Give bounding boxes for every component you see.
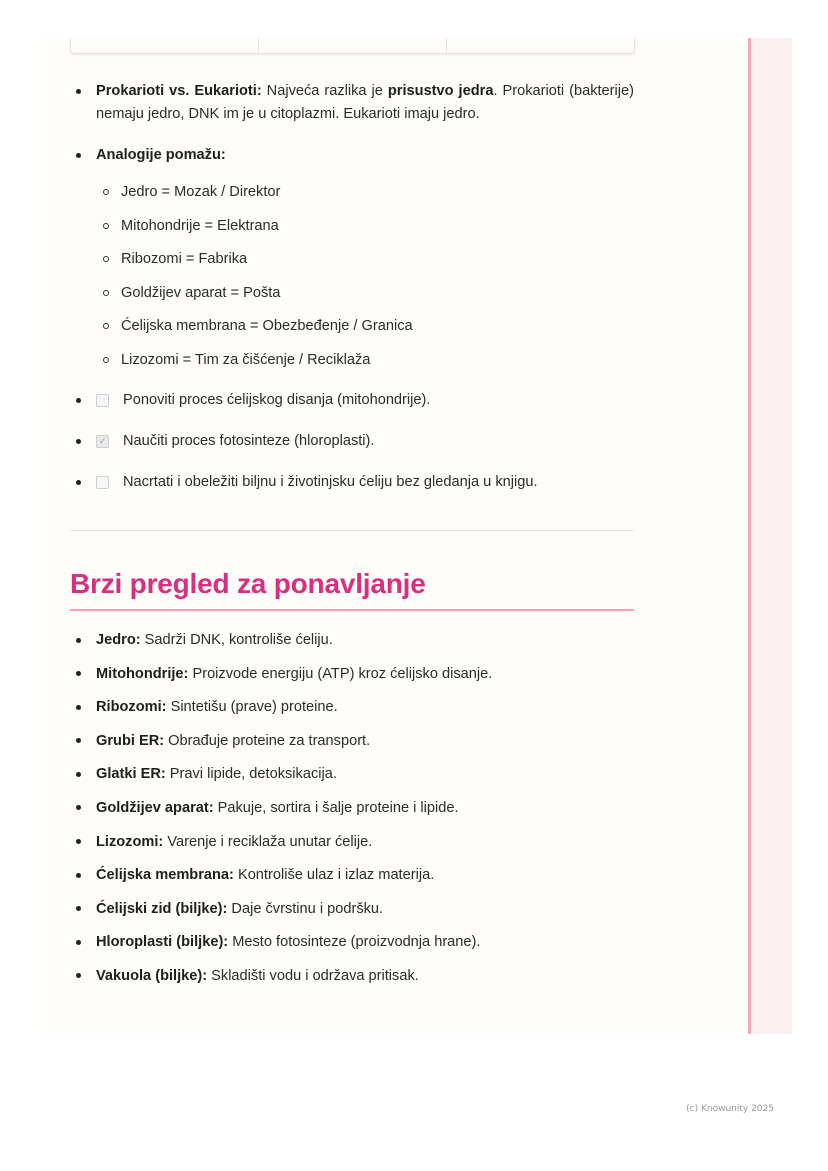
task-checkbox[interactable] xyxy=(96,476,109,489)
sub-list-item: Ćelijska membrana = Obezbeđenje / Granica xyxy=(96,315,634,337)
review-section xyxy=(70,629,634,999)
review-desc: Pakuje, sortira i šalje proteine i lipide. xyxy=(213,799,459,816)
check-icon: ✓ xyxy=(98,435,107,446)
review-item xyxy=(70,696,634,718)
task-text: Naučiti proces fotosinteze (hloroplasti). xyxy=(123,432,375,449)
item-text: . Prokarioti (bakterije) nemaju jedro, DNK im je u citoplazmi. Eukarioti imaju jedro. xyxy=(96,83,634,122)
sub-list-item: Ribozomi = Fabrika xyxy=(96,248,634,270)
sub-list-item: Mitohondrije = Elektrana xyxy=(96,215,634,237)
review-desc: Sintetišu (prave) proteine. xyxy=(166,699,338,716)
review-term: Lizozomi: xyxy=(96,833,164,850)
task-item xyxy=(70,471,634,494)
review-item xyxy=(70,730,634,752)
task-checkbox-checked[interactable] xyxy=(96,435,109,448)
review-term: Ribozomi: xyxy=(96,699,167,716)
task-item xyxy=(70,389,634,412)
review-term: Hloroplasti (biljke): xyxy=(96,934,229,951)
sub-list-item: Jedro = Mozak / Direktor xyxy=(96,181,634,203)
margin-line xyxy=(748,38,751,1034)
notes-content xyxy=(70,80,634,512)
item-label: Prokarioti vs. Eukarioti: xyxy=(96,83,262,99)
task-text: Nacrtati i obeležiti biljnu i životinjsku ćeliju bez gledanja u knjigu. xyxy=(123,473,538,490)
review-item xyxy=(70,797,634,819)
review-item xyxy=(70,965,634,987)
review-item xyxy=(70,663,634,685)
review-term: Goldžijev aparat: xyxy=(96,799,214,816)
table-cell xyxy=(71,38,259,53)
list-item-analogije xyxy=(70,144,634,371)
review-item xyxy=(70,931,634,953)
notes-list xyxy=(70,80,634,494)
analogy-sublist xyxy=(96,181,634,371)
review-term: Vakuola (biljke): xyxy=(96,967,208,984)
title-underline xyxy=(70,609,634,611)
margin-strip xyxy=(748,38,792,1034)
task-item xyxy=(70,430,634,453)
review-desc: Obrađuje proteine za transport. xyxy=(164,732,371,749)
task-row xyxy=(96,430,634,453)
review-item xyxy=(70,831,634,853)
review-term: Ćelijski zid (biljke): xyxy=(96,900,228,917)
review-item xyxy=(70,864,634,886)
section-title: Brzi pregled za ponavljanje xyxy=(70,568,426,599)
item-emphasis: prisustvo jedra xyxy=(387,83,494,99)
review-desc: Proizvode energiju (ATP) kroz ćelijsko disanje. xyxy=(188,665,493,682)
table-cell xyxy=(259,38,447,53)
review-term: Mitohondrije: xyxy=(96,665,189,682)
section-divider xyxy=(70,530,634,531)
review-list xyxy=(70,629,634,987)
table-fragment xyxy=(70,38,635,54)
task-text: Ponoviti proces ćelijskog disanja (mitohondrije). xyxy=(123,391,431,408)
review-term: Jedro: xyxy=(96,632,141,648)
review-desc: Skladišti vodu i održava pritisak. xyxy=(207,967,419,984)
review-desc: Daje čvrstinu i podršku. xyxy=(227,900,384,917)
review-term: Grubi ER: xyxy=(96,732,165,749)
sub-list-item: Lizozomi = Tim za čišćenje / Reciklaža xyxy=(96,349,634,371)
review-desc: Kontroliše ulaz i izlaz materija. xyxy=(233,867,435,884)
item-label: Analogije pomažu: xyxy=(96,147,226,163)
review-item xyxy=(70,898,634,920)
review-desc: Mesto fotosinteze (proizvodnja hrane). xyxy=(228,934,481,951)
review-item xyxy=(70,629,634,651)
review-desc: Sadrži DNK, kontroliše ćeliju. xyxy=(140,632,333,648)
task-row xyxy=(96,389,634,412)
task-row xyxy=(96,471,634,494)
sub-list-item: Goldžijev aparat = Pošta xyxy=(96,282,634,304)
task-checkbox[interactable] xyxy=(96,394,109,407)
review-desc: Varenje i reciklaža unutar ćelije. xyxy=(163,833,373,850)
list-item-prokarioti xyxy=(70,80,634,126)
review-desc: Pravi lipide, detoksikacija. xyxy=(165,766,337,783)
item-text: Najveća razlika je xyxy=(261,83,388,99)
table-cell xyxy=(447,38,634,53)
review-term: Glatki ER: xyxy=(96,766,166,783)
review-item xyxy=(70,763,634,785)
copyright-footer: (c) Knowunity 2025 xyxy=(686,1104,774,1114)
review-term: Ćelijska membrana: xyxy=(96,867,234,884)
